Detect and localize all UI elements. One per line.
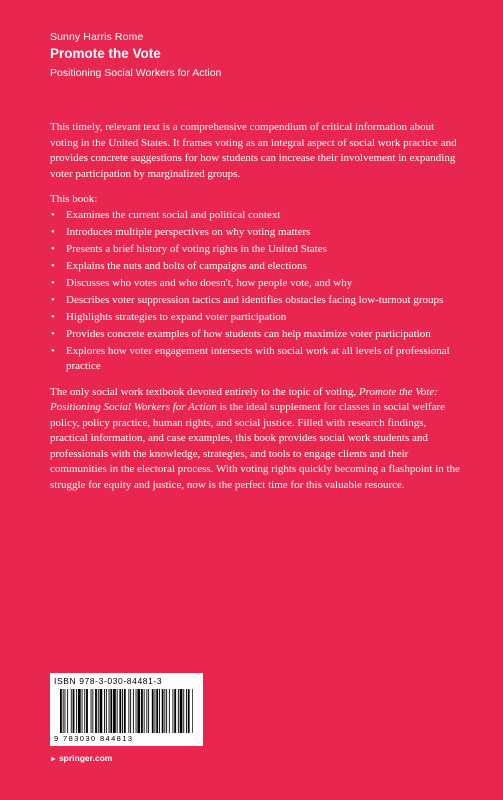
barcode-icon — [60, 689, 193, 733]
list-item: • Highlights strategies to expand voter participation — [50, 310, 460, 326]
closing-paragraph — [50, 385, 460, 494]
author-name: Sunny Harris Rome — [50, 31, 144, 43]
list-item: • Describes voter suppression tactics and identifies obstacles facing low-turnout groups — [50, 293, 460, 309]
feature-list — [50, 208, 460, 375]
list-item: • Explains the nuts and bolts of campaigns and elections — [50, 259, 460, 275]
closing-text-end: is the ideal supplement for classes in social welfare policy, policy practice, human rights, and social justice. Filled with research findings, practical information, and case examples, this book provides social work students and professionals with the knowledge, strategies, and tools to engage clients and their communities in the electoral process. With voting rights quickly becoming a flashpoint in the struggle for equity and justice, now is the perfect time for this valuable resource. — [50, 401, 460, 491]
cover-header — [50, 30, 450, 81]
publisher-name: springer.com — [58, 753, 113, 763]
book-title: Promote the Vote — [50, 46, 161, 61]
blurb — [50, 120, 460, 493]
triangle-right-icon: ► — [50, 756, 57, 763]
list-item: • Provides concrete examples of how students can help maximize voter participation — [50, 327, 460, 343]
list-item: • Explores how voter engagement intersects with social work at all levels of professional practice — [50, 344, 460, 375]
isbn-barcode — [50, 673, 203, 746]
publisher-link[interactable] — [50, 753, 112, 763]
list-item: • Presents a brief history of voting rights in the United States — [50, 242, 460, 258]
list-heading: This book: — [50, 193, 98, 205]
barcode-digits: 9 783030 844813 — [54, 734, 134, 743]
book-subtitle: Positioning Social Workers for Action — [50, 67, 222, 79]
list-item: • Introduces multiple perspectives on why voting matters — [50, 225, 460, 241]
intro-paragraph: This timely, relevant text is a comprehensive compendium of critical information about voting in the United States. It frames voting as an integral aspect of social work practice and provides concrete suggestions for how students can increase their involvement in expanding voter participation by marginalized groups. — [50, 121, 457, 180]
closing-text-start: The only social work textbook devoted entirely to the topic of voting, — [50, 385, 359, 398]
isbn-label: ISBN 978-3-030-84481-3 — [54, 676, 163, 686]
list-item: • Discusses who votes and who doesn't, how people vote, and why — [50, 276, 460, 292]
list-item: • Examines the current social and political context — [50, 208, 460, 224]
closing-book-title: Promote the Vote: Positioning Social Workers for Action — [50, 385, 438, 413]
